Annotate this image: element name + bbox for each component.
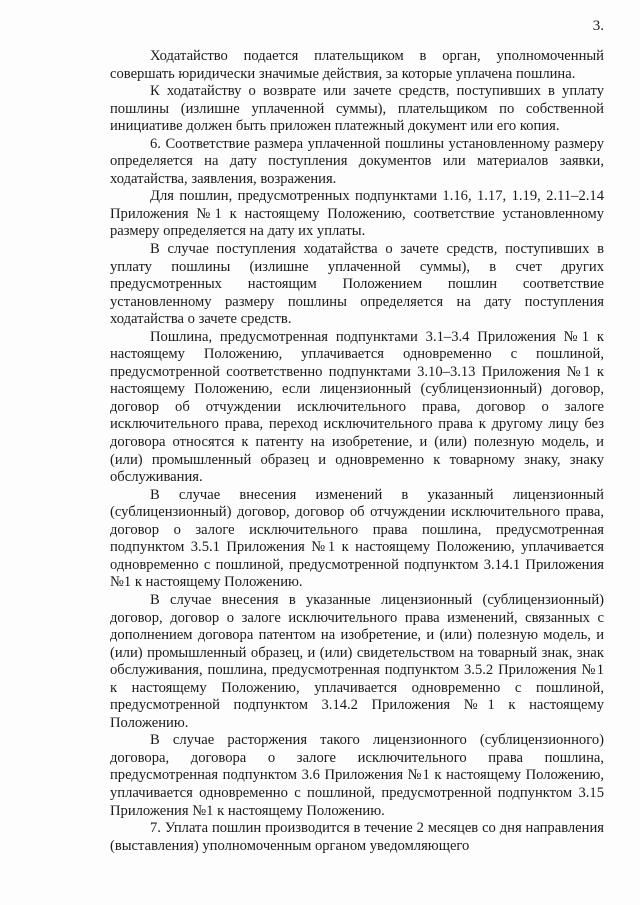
paragraph: В случае расторжения такого лицензионного (сублицензионного) договора, договора о залоге исключительного права пошлина, предусмотренная подпунктом 3.6 Приложения №1 к настоящему Положению, уплачивается одновременно с пошлиной, предусмотренной подпунктом 3.15 Приложения №1 к настоящему Положению. [110, 732, 604, 819]
paragraph: Пошлина, предусмотренная подпунктами 3.1–3.4 Приложения №1 к настоящему Положению, уплачивается одновременно с пошлиной, предусмотренной соответственно подпунктами 3.10–3.13 Приложения №1 к настоящему Положению, если лицензионный (сублицензионный) договор, договор об отчуждении исключительного права, договор о залоге исключительного права, переход исключительного права к другому лицу без договора относятся к патенту на изобретение, и (или) полезную модель, и (или) промышленный образец и одновременно к товарному знаку, знаку обслуживания. [110, 328, 604, 486]
paragraph: К ходатайству о возврате или зачете средств, поступивших в уплату пошлины (излишне уплаченной суммы), плательщиком по собственной инициативе должен быть приложен платежный документ или его копия. [110, 83, 604, 135]
paragraph: В случае внесения в указанные лицензионный (сублицензионный) договор, договор о залоге исключительного права изменений, связанных с дополнением договора патентом на изобретение, и (или) полезную модель, и (или) промышленный образец, и (или) свидетельством на товарный знак, знак обслуживания, пошлина, предусмотренная подпунктом 3.5.2 Приложения №1 к настоящему Положению, уплачивается одновременно с пошлиной, предусмотренной подпунктом 3.14.2 Приложения №1 к настоящему Положению. [110, 591, 604, 731]
page-number: 3. [592, 18, 604, 34]
paragraph: 6. Соответствие размера уплаченной пошлины установленному размеру определяется на дату поступления документов или материалов заявки, ходатайства, заявления, возражения. [110, 135, 604, 187]
paragraph: Ходатайство подается плательщиком в орган, уполномоченный совершать юридически значимые действия, за которые уплачена пошлина. [110, 48, 604, 82]
paragraph: 7. Уплата пошлин производится в течение 2 месяцев со дня направления (выставления) уполномоченным органом уведомляющего [110, 820, 604, 854]
document-body [110, 48, 604, 855]
paragraph: В случае внесения изменений в указанный лицензионный (сублицензионный) договор, договор об отчуждении исключительного права, договор о залоге исключительного права пошлина, предусмотренная подпунктом 3.5.1 Приложения №1 к настоящему Положению, уплачивается одновременно с пошлиной, предусмотренной подпунктом 3.14.1 Приложения №1 к настоящему Положению. [110, 486, 604, 591]
paragraph: Для пошлин, предусмотренных подпунктами 1.16, 1.17, 1.19, 2.11–2.14 Приложения №1 к настоящему Положению, соответствие установленному размеру определяется на дату их уплаты. [110, 188, 604, 240]
paragraph: В случае поступления ходатайства о зачете средств, поступивших в уплату пошлины (излишне уплаченной суммы), в счет других предусмотренных настоящим Положением пошлин соответствие установленному размеру пошлины определяется на дату поступления ходатайства о зачете средств. [110, 241, 604, 328]
